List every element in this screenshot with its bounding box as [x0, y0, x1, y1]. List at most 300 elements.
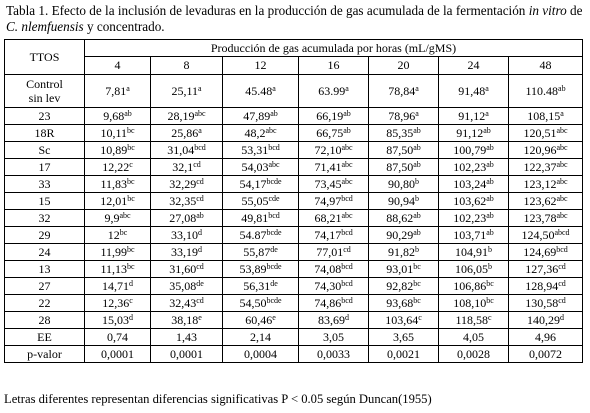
data-cell	[439, 75, 509, 108]
cell-superscript: d	[560, 312, 565, 322]
data-cell	[439, 142, 509, 159]
cell-superscript: a	[415, 108, 419, 118]
data-cell	[299, 108, 369, 125]
data-cell	[439, 176, 509, 193]
data-cell	[151, 176, 223, 193]
cell-value: 130,58	[525, 295, 559, 310]
cell-value: 27,08	[169, 210, 197, 225]
data-cell	[299, 346, 369, 363]
cell-value: 108,10	[453, 295, 487, 310]
cell-value: 87,50	[386, 159, 414, 174]
cell-superscript: a	[126, 84, 130, 93]
cell-superscript: abc	[556, 142, 568, 152]
cell-value: 9,9	[104, 210, 120, 225]
cell-superscript: bc	[413, 295, 421, 305]
cell-value: 74,17	[314, 227, 342, 242]
cell-superscript: bc	[486, 295, 494, 305]
cell-superscript: cd	[558, 261, 566, 271]
cell-value: 25,11	[171, 84, 198, 98]
cell-value: 120,51	[523, 125, 557, 140]
cell-superscript: bc	[413, 278, 421, 288]
data-cell	[439, 295, 509, 312]
hour-header: 48	[509, 57, 583, 75]
cell-superscript: abc	[341, 210, 353, 220]
cell-superscript: abc	[556, 159, 568, 169]
cell-superscript: abc	[341, 159, 353, 169]
row-label: Sc	[5, 142, 85, 159]
cell-value: 73,45	[314, 176, 342, 191]
cell-superscript: a	[415, 84, 419, 93]
cell-value: 77,01	[316, 244, 344, 259]
data-cell	[509, 210, 583, 227]
cell-superscript: d	[345, 312, 349, 322]
data-cell	[439, 125, 509, 142]
cell-superscript: abc	[556, 193, 568, 203]
cell-value: 12,22	[102, 159, 130, 174]
cell-superscript: a	[485, 108, 489, 118]
cell-value: 47,89	[243, 108, 271, 123]
cell-superscript: ab	[343, 125, 351, 135]
data-cell	[151, 125, 223, 142]
cell-superscript: abc	[556, 176, 568, 186]
cell-value: 110.48	[525, 84, 559, 98]
data-cell	[223, 295, 299, 312]
data-cell	[509, 75, 583, 108]
data-cell	[85, 193, 151, 210]
cell-superscript: ab	[486, 159, 494, 169]
cell-value: 100,79	[453, 142, 487, 157]
data-cell	[223, 193, 299, 210]
control-label-line1: Control	[26, 77, 63, 91]
cell-value: 38,18	[171, 312, 199, 327]
cell-superscript: bc	[127, 244, 135, 254]
cell-value: 128,94	[525, 278, 559, 293]
data-cell	[223, 159, 299, 176]
data-cell	[151, 329, 223, 346]
table-row	[5, 142, 583, 159]
caption-prefix: Tabla 1. Efecto de la inclusión de levaduras en la producción de gas acumulada de la fermentación	[6, 3, 529, 18]
cell-superscript: de	[270, 244, 278, 254]
caption-suffix: y concentrado.	[83, 19, 165, 34]
data-cell	[509, 159, 583, 176]
caption-middle: de	[566, 3, 583, 18]
cell-value: 28,19	[167, 108, 195, 123]
cell-value: 3,65	[393, 329, 414, 344]
cell-value: 12	[107, 227, 120, 242]
table-caption	[6, 3, 586, 35]
row-label: p-valor	[5, 346, 85, 363]
cell-superscript: bc	[119, 227, 128, 237]
cell-value: 71,41	[314, 159, 342, 174]
data-cell	[151, 261, 223, 278]
data-cell	[509, 312, 583, 329]
cell-value: 108,15	[527, 108, 561, 123]
data-cell	[509, 329, 583, 346]
data-cell	[223, 329, 299, 346]
row-label: 22	[5, 295, 85, 312]
cell-superscript: abc	[265, 125, 277, 135]
data-cell	[151, 210, 223, 227]
row-label: 28	[5, 312, 85, 329]
cell-value: 2,14	[250, 329, 271, 344]
data-cell	[223, 75, 299, 108]
cell-value: 103,62	[453, 193, 487, 208]
row-label: 23	[5, 108, 85, 125]
cell-superscript: bcd	[341, 227, 353, 237]
cell-superscript: bc	[127, 125, 135, 135]
cell-superscript: ab	[124, 108, 132, 118]
cell-superscript: cde	[268, 193, 280, 203]
cell-value: 90,94	[388, 193, 415, 208]
row-label: 29	[5, 227, 85, 244]
cell-superscript: bc	[127, 142, 135, 152]
gas-production-table	[4, 39, 583, 363]
cell-value: 102,23	[453, 159, 487, 174]
cell-superscript: a	[198, 125, 202, 135]
caption-italic-invitro: in vitro	[528, 3, 567, 18]
data-cell	[223, 142, 299, 159]
cell-superscript: bcd	[556, 244, 568, 254]
data-cell	[369, 176, 439, 193]
cell-superscript: ab	[270, 108, 278, 118]
data-cell	[85, 125, 151, 142]
data-cell	[151, 244, 223, 261]
cell-value: 103,71	[453, 227, 487, 242]
data-cell	[299, 142, 369, 159]
cell-value: 123,78	[523, 210, 557, 225]
cell-value: 4,96	[535, 329, 557, 344]
cell-superscript: abcd	[554, 227, 570, 237]
cell-value: 93,68	[386, 295, 414, 310]
cell-superscript: cd	[196, 193, 204, 203]
cell-value: 85,35	[386, 125, 414, 140]
data-cell	[299, 278, 369, 295]
cell-value: 53,31	[241, 142, 269, 157]
cell-value: 90,29	[386, 227, 414, 242]
data-cell	[151, 142, 223, 159]
cell-value: 0,0004	[244, 346, 277, 361]
cell-superscript: ab	[196, 210, 204, 220]
cell-value: 9,68	[103, 108, 125, 123]
cell-superscript: bc	[127, 261, 135, 271]
cell-superscript: abc	[268, 159, 280, 169]
data-cell	[223, 108, 299, 125]
cell-value: 103,64	[385, 312, 419, 327]
cell-superscript: cd	[558, 295, 566, 305]
cell-superscript: cd	[193, 159, 201, 169]
cell-value: 66,75	[316, 125, 344, 140]
cell-value: 49,81	[241, 210, 269, 225]
cell-superscript: ab	[413, 159, 421, 169]
data-cell	[223, 176, 299, 193]
data-cell	[439, 159, 509, 176]
data-cell	[85, 329, 151, 346]
stats-row	[5, 329, 583, 346]
cell-value: 35,08	[169, 278, 197, 293]
cell-superscript: b	[488, 244, 492, 254]
cell-superscript: e	[198, 312, 202, 322]
cell-value: 83,69	[318, 312, 345, 327]
cell-value: 0,0021	[387, 346, 420, 361]
data-cell	[509, 261, 583, 278]
data-cell	[439, 261, 509, 278]
data-cell	[299, 176, 369, 193]
data-cell	[369, 346, 439, 363]
cell-value: 10,89	[100, 142, 128, 157]
cell-value: 54,03	[241, 159, 269, 174]
row-header-ttos: TTOS	[5, 40, 85, 75]
cell-value: 0,0072	[529, 346, 563, 361]
cell-value: 0,74	[107, 329, 128, 344]
cell-superscript: a	[198, 84, 202, 93]
row-label: 32	[5, 210, 85, 227]
cell-value: 91,12	[456, 125, 484, 140]
table-row	[5, 295, 583, 312]
data-cell	[223, 227, 299, 244]
data-cell	[85, 261, 151, 278]
cell-value: 31,60	[169, 261, 197, 276]
cell-value: 32,43	[169, 295, 197, 310]
cell-value: 4,05	[463, 329, 484, 344]
cell-value: 103,24	[453, 176, 487, 191]
data-cell	[509, 244, 583, 261]
table-row	[5, 210, 583, 227]
data-cell	[509, 176, 583, 193]
cell-value: 3,05	[323, 329, 344, 344]
cell-superscript: c	[129, 159, 133, 169]
data-cell	[223, 210, 299, 227]
data-cell	[151, 159, 223, 176]
data-cell	[369, 244, 439, 261]
data-cell	[151, 346, 223, 363]
cell-superscript: bc	[127, 176, 135, 186]
cell-value: 106,86	[453, 278, 487, 293]
cell-value: 10,11	[100, 125, 127, 140]
data-cell	[369, 278, 439, 295]
row-label: 13	[5, 261, 85, 278]
data-cell	[299, 295, 369, 312]
cell-superscript: d	[129, 278, 133, 288]
data-cell	[439, 244, 509, 261]
table-row	[5, 261, 583, 278]
cell-value: 54,17	[239, 176, 267, 191]
data-cell	[369, 312, 439, 329]
cell-superscript: ab	[486, 210, 494, 220]
cell-value: 106,05	[455, 261, 488, 276]
cell-value: 91,12	[458, 108, 486, 123]
cell-superscript: bcd	[341, 193, 353, 203]
cell-value: 1,43	[176, 329, 197, 344]
data-cell	[369, 295, 439, 312]
hour-header: 4	[85, 57, 151, 75]
stats-row	[5, 346, 583, 363]
cell-value: 53,89	[239, 261, 267, 276]
cell-value: 66,19	[316, 108, 344, 123]
cell-value: 11,83	[100, 176, 127, 191]
cell-superscript: bcde	[266, 295, 282, 305]
table-row	[5, 312, 583, 329]
cell-superscript: cd	[196, 261, 204, 271]
cell-value: 104,91	[455, 244, 488, 259]
table-row	[5, 176, 583, 193]
table-row-control	[5, 75, 583, 108]
row-label: 17	[5, 159, 85, 176]
cell-value: 15,03	[102, 312, 129, 327]
cell-value: 102,23	[453, 210, 487, 225]
data-cell	[299, 261, 369, 278]
cell-value: 45.48	[245, 84, 273, 98]
cell-value: 140,29	[527, 312, 561, 327]
cell-superscript: a	[485, 84, 489, 93]
hour-header: 8	[151, 57, 223, 75]
row-label: 15	[5, 193, 85, 210]
cell-superscript: bc	[486, 278, 494, 288]
cell-superscript: c	[418, 312, 422, 322]
cell-value: 74,97	[314, 193, 342, 208]
data-cell	[509, 227, 583, 244]
cell-superscript: cd	[558, 278, 566, 288]
cell-value: 78,96	[388, 108, 416, 123]
data-cell	[439, 193, 509, 210]
cell-superscript: ab	[483, 125, 491, 135]
data-cell	[223, 312, 299, 329]
table-row	[5, 278, 583, 295]
cell-value: 123,12	[523, 176, 557, 191]
cell-value: 55,87	[243, 244, 271, 259]
data-cell	[85, 210, 151, 227]
cell-value: 87,50	[386, 142, 414, 157]
data-cell	[151, 295, 223, 312]
cell-value: 54.87	[239, 227, 267, 242]
data-cell	[299, 329, 369, 346]
header-row-hours	[5, 57, 583, 75]
data-cell	[85, 75, 151, 108]
data-cell	[223, 278, 299, 295]
row-label: 27	[5, 278, 85, 295]
cell-value: 90,80	[388, 176, 415, 191]
table-row	[5, 125, 583, 142]
data-cell	[439, 227, 509, 244]
cell-superscript: abc	[556, 210, 568, 220]
cell-superscript: bc	[413, 261, 421, 271]
data-cell	[369, 75, 439, 108]
cell-value: 54,50	[239, 295, 267, 310]
cell-superscript: ab	[413, 227, 421, 237]
data-cell	[85, 227, 151, 244]
cell-superscript: cd	[196, 295, 204, 305]
hour-header: 16	[299, 57, 369, 75]
cell-value: 60,46	[245, 312, 273, 327]
data-cell	[509, 193, 583, 210]
cell-superscript: e	[272, 312, 276, 322]
table-row	[5, 227, 583, 244]
cell-value: 31,04	[167, 142, 195, 157]
row-label: 18R	[5, 125, 85, 142]
cell-superscript: c	[488, 312, 492, 322]
cell-value: 14,71	[102, 278, 129, 293]
data-cell	[85, 346, 151, 363]
data-cell	[369, 210, 439, 227]
data-cell	[85, 176, 151, 193]
cell-value: 32,1	[172, 159, 194, 174]
cell-value: 33,19	[171, 244, 198, 259]
cell-value: 123,62	[523, 193, 557, 208]
table-row	[5, 159, 583, 176]
data-cell	[509, 125, 583, 142]
cell-superscript: bcd	[268, 142, 280, 152]
data-cell	[299, 244, 369, 261]
data-cell	[223, 346, 299, 363]
data-cell	[369, 193, 439, 210]
cell-value: 91,82	[388, 244, 415, 259]
data-cell	[439, 278, 509, 295]
cell-superscript: b	[415, 176, 419, 186]
data-cell	[369, 108, 439, 125]
data-cell	[509, 346, 583, 363]
hour-header: 20	[369, 57, 439, 75]
table-body	[5, 75, 583, 363]
data-cell	[369, 329, 439, 346]
row-label: 33	[5, 176, 85, 193]
data-cell	[151, 75, 223, 108]
data-cell	[151, 312, 223, 329]
cell-superscript: bcd	[341, 278, 353, 288]
cell-value: 32,35	[169, 193, 197, 208]
cell-value: 122,37	[523, 159, 557, 174]
cell-superscript: cd	[343, 244, 351, 254]
cell-value: 118,58	[455, 312, 488, 327]
data-cell	[299, 210, 369, 227]
data-cell	[85, 142, 151, 159]
data-cell	[299, 227, 369, 244]
row-label	[5, 75, 85, 108]
data-cell	[85, 159, 151, 176]
cell-superscript: bcde	[266, 176, 282, 186]
cell-value: 56,31	[243, 278, 271, 293]
data-cell	[223, 261, 299, 278]
cell-superscript: bcde	[266, 227, 282, 237]
cell-value: 74,86	[314, 295, 342, 310]
cell-superscript: abc	[556, 125, 568, 135]
cell-superscript: ab	[486, 193, 494, 203]
cell-superscript: bcd	[341, 261, 353, 271]
cell-superscript: ab	[558, 84, 566, 93]
data-cell	[439, 210, 509, 227]
data-cell	[369, 142, 439, 159]
row-label: 24	[5, 244, 85, 261]
cell-value: 55,05	[241, 193, 269, 208]
cell-superscript: bcd	[194, 142, 206, 152]
cell-value: 124,50	[521, 227, 555, 242]
cell-superscript: ab	[486, 142, 494, 152]
cell-value: 124,69	[523, 244, 557, 259]
cell-superscript: cd	[196, 176, 204, 186]
cell-value: 7,81	[105, 84, 127, 98]
table-row	[5, 108, 583, 125]
data-cell	[151, 193, 223, 210]
data-cell	[299, 159, 369, 176]
data-cell	[223, 244, 299, 261]
cell-value: 74,30	[314, 278, 342, 293]
cell-superscript: abc	[119, 210, 131, 220]
data-cell	[299, 75, 369, 108]
data-cell	[299, 312, 369, 329]
cell-superscript: bc	[127, 193, 135, 203]
cell-superscript: d	[198, 244, 202, 254]
data-cell	[369, 227, 439, 244]
cell-value: 48,2	[244, 125, 266, 140]
data-cell	[509, 295, 583, 312]
